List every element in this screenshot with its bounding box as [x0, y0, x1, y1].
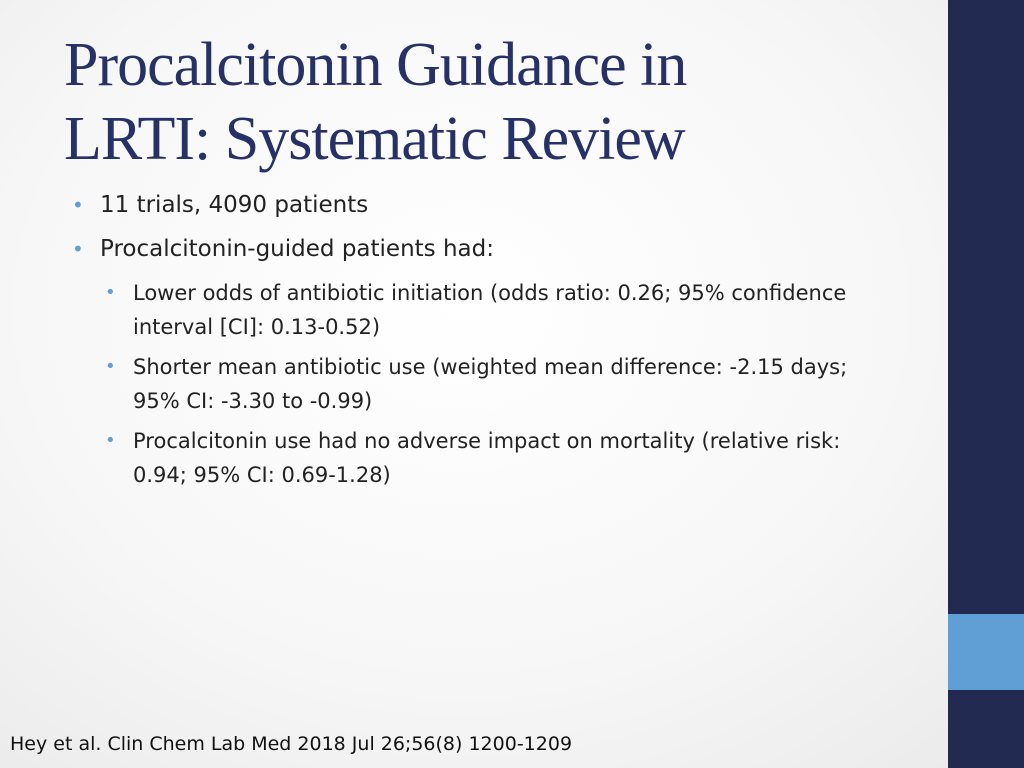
- slide-title: [64, 28, 924, 176]
- bullet-text: Procalcitonin-guided patients had:: [100, 236, 494, 262]
- title-line-2: LRTI: Systematic Review: [64, 105, 685, 173]
- sub-bullet-item: [105, 424, 892, 492]
- citation-footer: Hey et al. Clin Chem Lab Med 2018 Jul 26;56(8) 1200-1209: [10, 733, 573, 755]
- sub-bullet-item: [105, 276, 892, 344]
- bullet-list: [72, 188, 892, 498]
- sub-bullet-icon: •: [105, 430, 116, 451]
- bullet-item: [72, 232, 892, 266]
- sub-bullet-text: Procalcitonin use had no adverse impact on mortality (relative risk: 0.94; 95% CI: 0.69-1.28): [133, 429, 841, 487]
- bullet-icon: •: [72, 193, 84, 217]
- sub-bullet-text: Lower odds of antibiotic initiation (odds ratio: 0.26; 95% confidence interval [CI]: 0.13-0.52): [133, 281, 847, 339]
- sub-bullet-icon: •: [105, 282, 116, 303]
- bullet-icon: •: [72, 237, 84, 261]
- bullet-item: [72, 188, 892, 222]
- sub-bullet-item: [105, 350, 892, 418]
- bullet-text: 11 trials, 4090 patients: [100, 192, 369, 218]
- right-accent-block: [948, 614, 1024, 690]
- sub-bullet-text: Shorter mean antibiotic use (weighted mean difference: -2.15 days; 95% CI: -3.30 to -0.99): [133, 355, 848, 413]
- title-line-1: Procalcitonin Guidance in: [64, 31, 687, 99]
- sub-bullet-icon: •: [105, 356, 116, 377]
